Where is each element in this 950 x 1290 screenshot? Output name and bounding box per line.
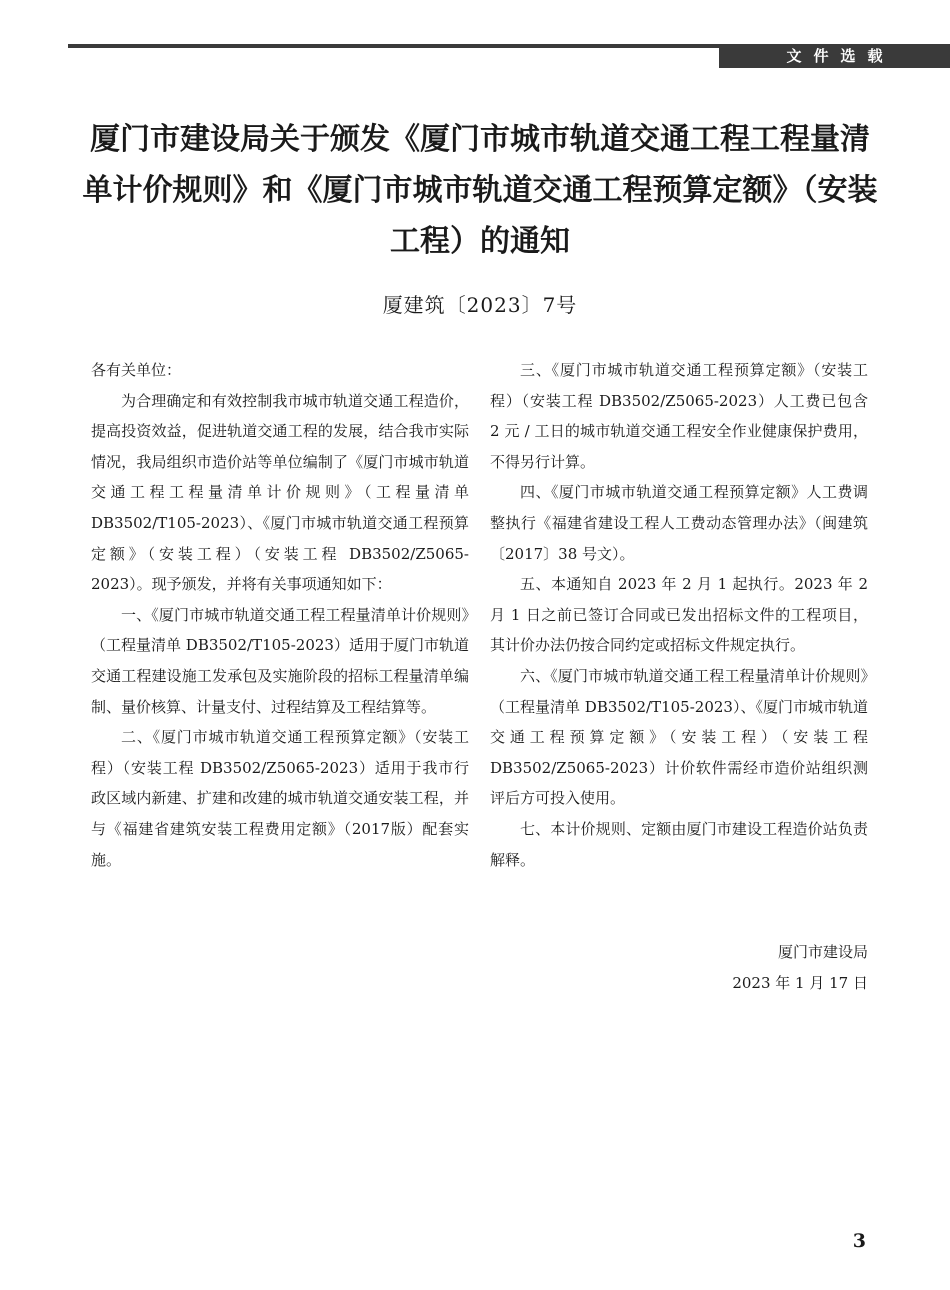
salutation: 各有关单位： (91, 361, 182, 379)
issue-date: 2023 年 1 月 17 日 (732, 973, 868, 992)
item-3-paragraph: 三、《厦门市城市轨道交通工程预算定额》（安装工程）（安装工程 DB3502/Z5065-2023）人工费已包含 2 元 / 工日的城市轨道交通工程安全作业健康保护费用，不得另行计算。 (490, 361, 868, 471)
page-number: 3 (852, 1230, 866, 1252)
intro-paragraph: 为合理确定和有效控制我市城市轨道交通工程造价，提高投资效益，促进轨道交通工程的发展，结合我市实际情况，我局组织市造价站等单位编制了《厦门市城市轨道交通工程工程量清单计价规则》（工程量清单 DB3502/T105-2023）、《厦门市城市轨道交通工程预算定额》（安装工程）（安装工程 DB3502/Z5065-2023）。现予颁发，并将有关事项通知如下： (91, 391, 469, 594)
section-label: 文件选载 (719, 44, 950, 68)
body-column-left (91, 355, 469, 875)
item-5-paragraph: 五、本通知自 2023 年 2 月 1 起执行。2023 年 2 月 1 日之前已签订合同或已发出招标文件的工程项目，其计价办法仍按合同约定或招标文件规定执行。 (490, 575, 868, 655)
document-number: 厦建筑〔2023〕7号 (382, 293, 578, 317)
signature-block (732, 937, 868, 998)
item-1-paragraph: 一、《厦门市城市轨道交通工程工程量清单计价规则》（工程量清单 DB3502/T105-2023）适用于厦门市轨道交通工程建设施工发承包及实施阶段的招标工程量清单编制、量价核算、计量支付、过程结算及工程结算等。 (91, 605, 469, 716)
item-7-paragraph: 七、本计价规则、定额由厦门市建设工程造价站负责解释。 (490, 819, 868, 869)
item-2-paragraph: 二、《厦门市城市轨道交通工程预算定额》（安装工程）（安装工程 DB3502/Z5065-2023）适用于我市行政区域内新建、扩建和改建的城市轨道交通安装工程，并与《福建省建筑安装工程费用定额》（2017版）配套实施。 (91, 728, 469, 869)
issuer-name: 厦门市建设局 (777, 943, 868, 961)
body-column-right (490, 355, 868, 875)
item-6-paragraph: 六、《厦门市城市轨道交通工程工程量清单计价规则》（工程量清单 DB3502/T105-2023）、《厦门市城市轨道交通工程预算定额》（安装工程）（安装工程 DB3502/Z5065-2023）计价软件需经市造价站组织测评后方可投入使用。 (490, 666, 868, 808)
item-4-paragraph: 四、《厦门市城市轨道交通工程预算定额》人工费调整执行《福建省建设工程人工费动态管理办法》（闽建筑〔2017〕38 号文）。 (490, 483, 868, 563)
notice-title: 厦门市建设局关于颁发《厦门市城市轨道交通工程工程量清单计价规则》和《厦门市城市轨道交通工程预算定额》（安装工程）的通知 (82, 122, 878, 259)
